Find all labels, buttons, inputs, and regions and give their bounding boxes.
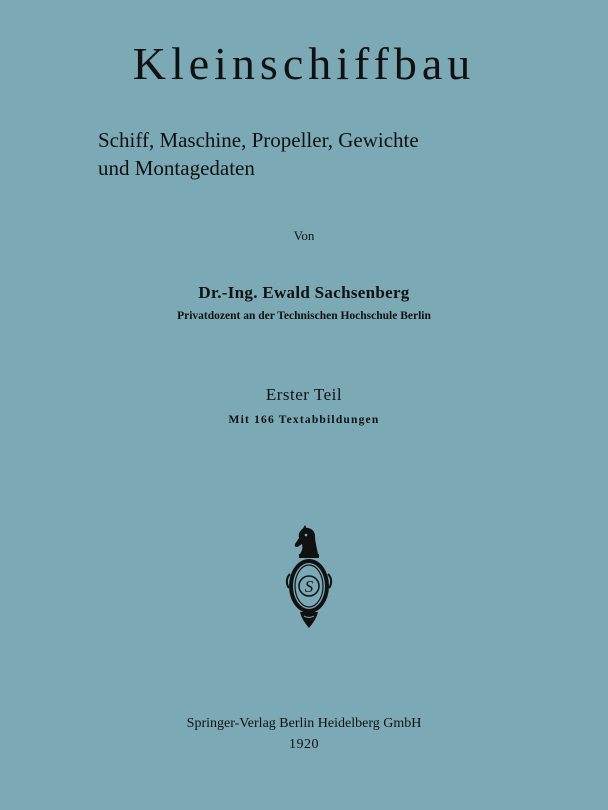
book-title: Kleinschiffbau bbox=[132, 38, 476, 89]
author-name: Dr.-Ing. Ewald Sachsenberg bbox=[198, 283, 410, 302]
subtitle-line-2: und Montagedaten bbox=[98, 156, 255, 180]
publisher-name: Springer-Verlag Berlin Heidelberg GmbH bbox=[186, 716, 422, 731]
logo-letter: S bbox=[304, 577, 314, 596]
volume-part: Erster Teil bbox=[265, 385, 343, 404]
figure-count: Mit 166 Textabbildungen bbox=[228, 414, 380, 426]
by-label: Von bbox=[293, 228, 315, 243]
subtitle-line-1: Schiff, Maschine, Propeller, Gewichte bbox=[98, 128, 419, 152]
springer-knight-logo-icon bbox=[282, 524, 336, 630]
author-affiliation: Privatdozent an der Technischen Hochschule Berlin bbox=[177, 310, 431, 322]
publication-year: 1920 bbox=[289, 737, 319, 752]
